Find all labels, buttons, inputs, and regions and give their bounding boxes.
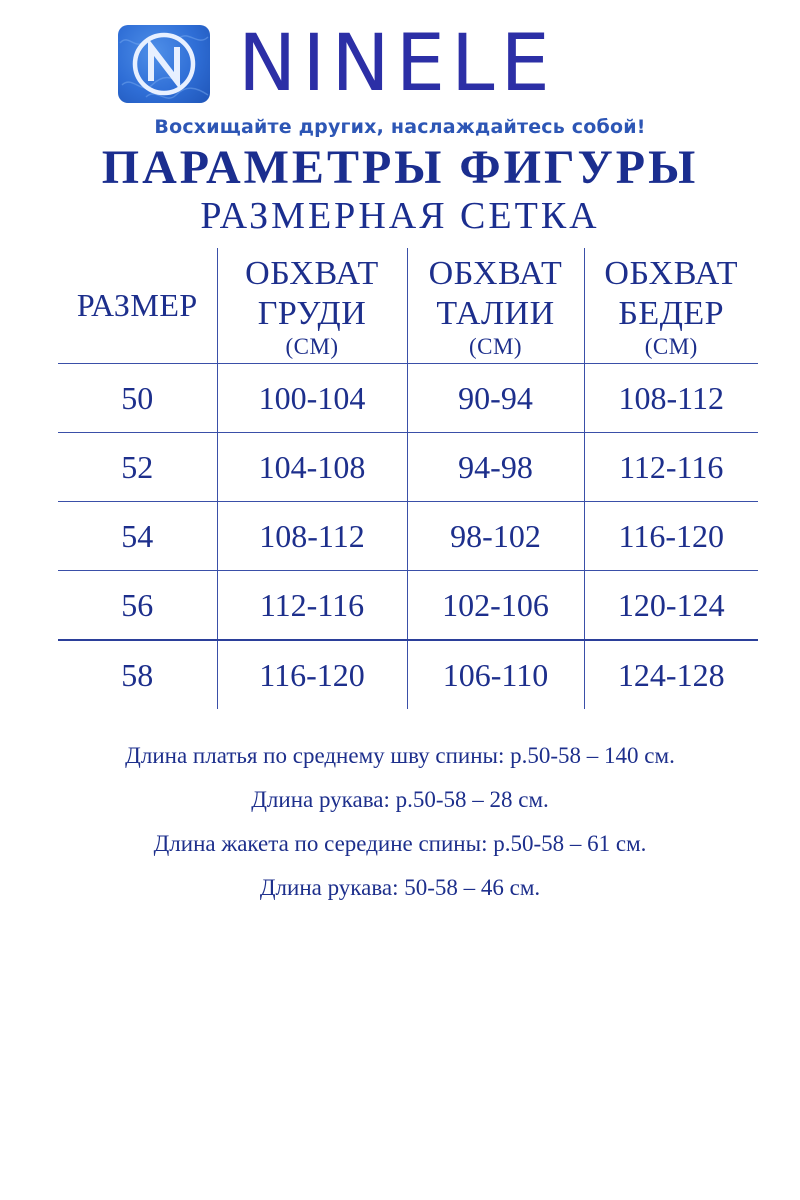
cell-hips: 120-124 bbox=[584, 571, 758, 641]
header-waist-unit: (СМ) bbox=[468, 334, 523, 359]
brand-slogan: Восхищайте других, наслаждайтесь собой! bbox=[154, 116, 646, 138]
cell-waist: 102-106 bbox=[407, 571, 584, 641]
note-jacket-sleeve-length: Длина рукава: 50-58 – 46 см. bbox=[259, 875, 541, 900]
header-chest-line1: ОБХВАТ bbox=[245, 255, 379, 292]
note-dress-length: Длина платья по среднему шву спины: р.50-58 – 140 см. bbox=[125, 743, 675, 768]
header-chest-line2: ГРУДИ bbox=[257, 295, 367, 332]
cell-size: 54 bbox=[58, 502, 217, 571]
cell-chest: 116-120 bbox=[217, 640, 407, 709]
cell-size: 58 bbox=[121, 656, 154, 693]
header-chest-unit: (СМ) bbox=[285, 334, 339, 359]
table-row bbox=[58, 571, 758, 641]
cell-size: 50 bbox=[58, 364, 217, 433]
header-waist bbox=[407, 248, 584, 364]
header-hips bbox=[584, 248, 758, 364]
cell-hips: 108-112 bbox=[584, 364, 758, 433]
header-hips-unit: (СМ) bbox=[644, 334, 698, 359]
cell-chest: 108-112 bbox=[217, 502, 407, 571]
cell-waist: 106-110 bbox=[407, 640, 584, 709]
page-subtitle: РАЗМЕРНАЯ СЕТКА bbox=[200, 195, 600, 237]
cell-size: 56 bbox=[58, 571, 217, 641]
cell-chest: 100-104 bbox=[217, 364, 407, 433]
table-row bbox=[58, 502, 758, 571]
table-row bbox=[58, 640, 758, 709]
cell-chest: 104-108 bbox=[217, 433, 407, 502]
size-chart-table bbox=[58, 248, 758, 709]
cell-chest: 112-116 bbox=[217, 571, 407, 641]
header-hips-line1: ОБХВАТ bbox=[604, 255, 739, 292]
cell-waist: 90-94 bbox=[407, 364, 584, 433]
table-row bbox=[58, 364, 758, 433]
brand-header bbox=[118, 19, 556, 109]
ninele-n-logo-icon bbox=[118, 25, 210, 103]
cell-waist: 98-102 bbox=[407, 502, 584, 571]
page-title: ПАРАМЕТРЫ ФИГУРЫ bbox=[101, 141, 699, 194]
brand-name: NINELE bbox=[238, 19, 556, 109]
header-size: РАЗМЕР bbox=[58, 248, 217, 364]
note-jacket-length: Длина жакета по середине спины: р.50-58 – 61 см. bbox=[153, 831, 647, 856]
cell-size: 52 bbox=[58, 433, 217, 502]
header-waist-line2: ТАЛИИ bbox=[436, 295, 555, 332]
table-row bbox=[58, 433, 758, 502]
header-chest bbox=[217, 248, 407, 364]
cell-hips: 124-128 bbox=[584, 640, 758, 709]
cell-hips: 116-120 bbox=[584, 502, 758, 571]
measurement-notes bbox=[0, 734, 800, 910]
note-dress-sleeve-length: Длина рукава: р.50-58 – 28 см. bbox=[251, 787, 549, 812]
cell-waist: 94-98 bbox=[407, 433, 584, 502]
table-header-row bbox=[58, 248, 758, 364]
cell-hips: 112-116 bbox=[584, 433, 758, 502]
header-hips-line2: БЕДЕР bbox=[618, 295, 725, 332]
header-waist-line1: ОБХВАТ bbox=[428, 255, 563, 292]
